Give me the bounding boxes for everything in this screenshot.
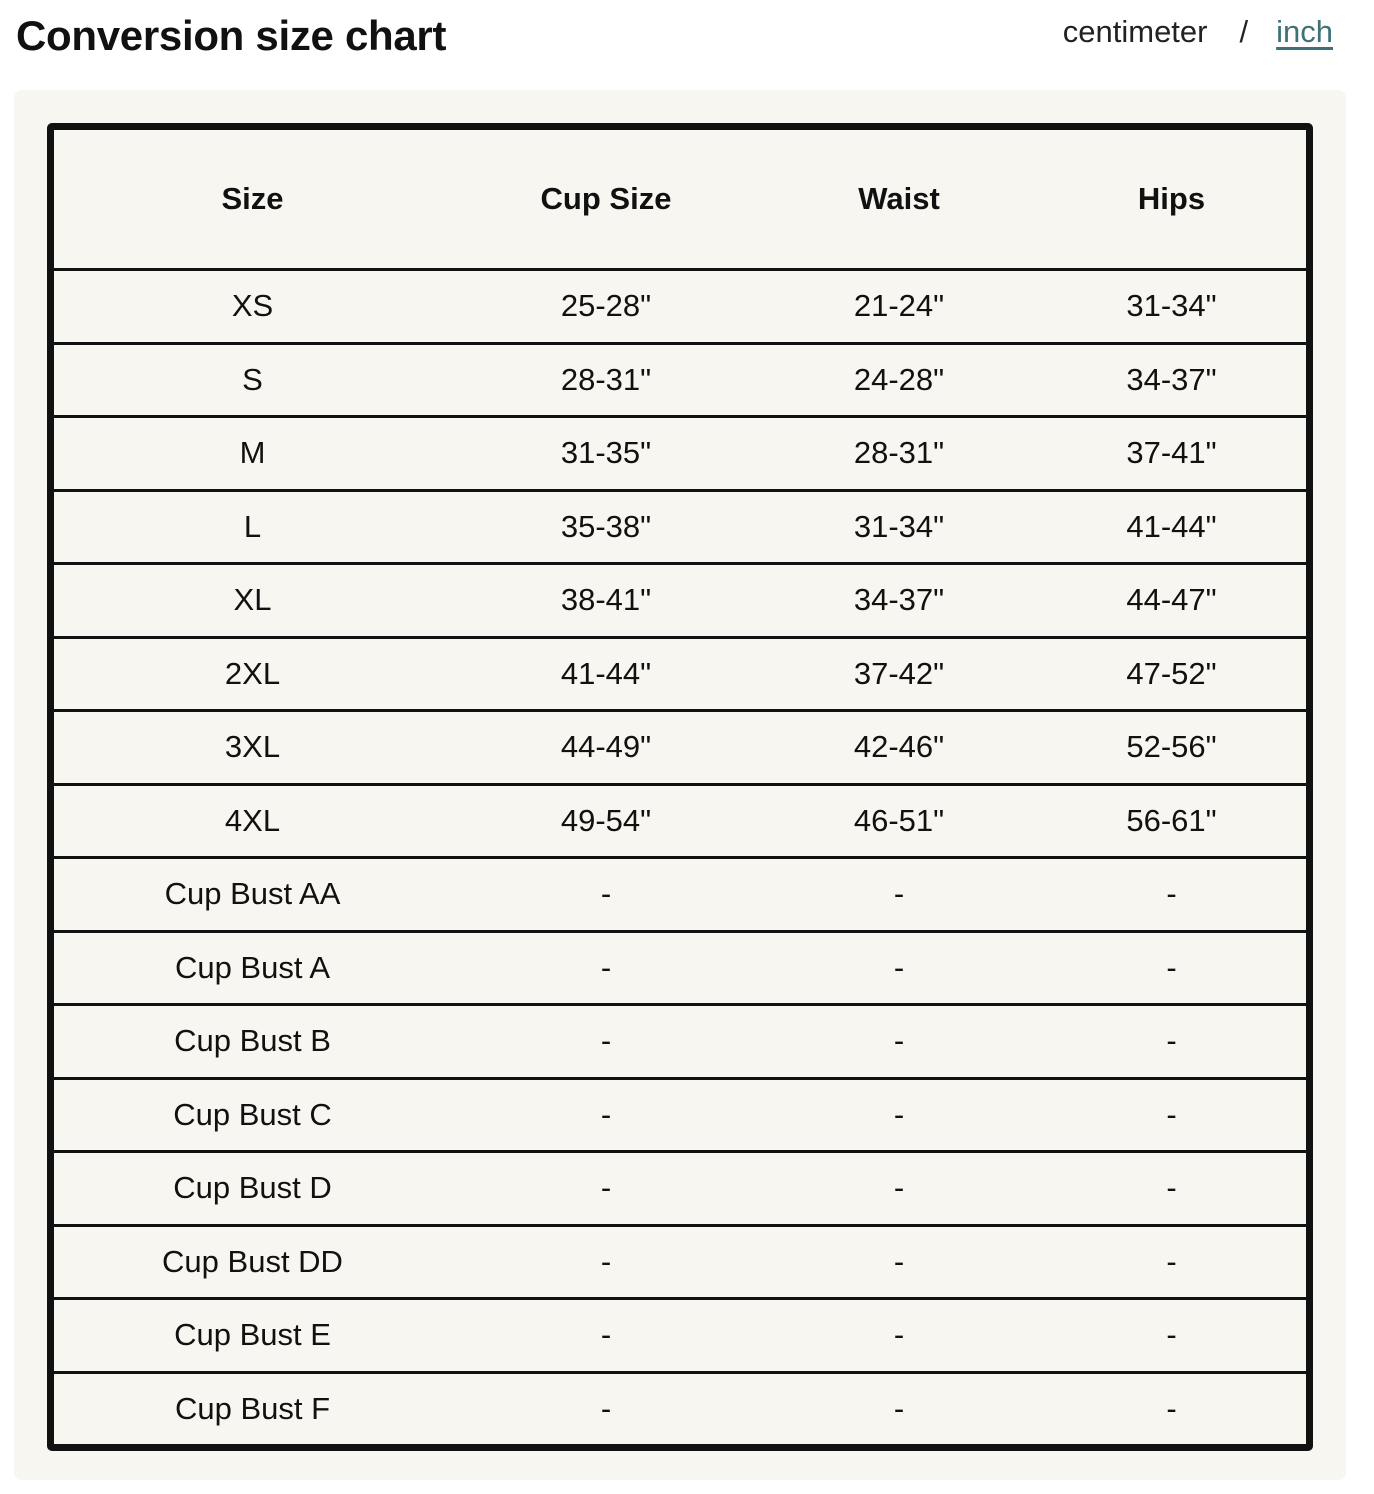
cell-cup-size: 41-44"	[451, 639, 761, 713]
size-chart-table	[47, 123, 1313, 1451]
page-title: Conversion size chart	[16, 12, 447, 59]
table-row	[54, 1374, 1306, 1445]
cell-cup-size: 49-54"	[451, 786, 761, 860]
cell-hips: 52-56"	[1037, 712, 1306, 786]
unit-centimeter-option[interactable]: centimeter	[1062, 14, 1208, 49]
cell-cup-size: -	[451, 1227, 761, 1301]
cell-size: 3XL	[54, 712, 451, 786]
cell-waist: 31-34"	[761, 492, 1037, 566]
cell-hips: -	[1037, 1153, 1306, 1227]
cell-cup-size: -	[451, 933, 761, 1007]
cell-waist: -	[761, 1006, 1037, 1080]
cell-hips: -	[1166, 1390, 1177, 1426]
header-waist: Waist	[761, 130, 1037, 271]
cell-hips: 44-47"	[1037, 565, 1306, 639]
cell-waist: -	[761, 1080, 1037, 1154]
cell-waist: 21-24"	[761, 271, 1037, 345]
table-row	[54, 271, 1306, 345]
table-row	[54, 1080, 1306, 1154]
table-row	[54, 859, 1306, 933]
cell-hips: 34-37"	[1037, 345, 1306, 419]
cell-waist: -	[761, 1227, 1037, 1301]
cell-hips: 47-52"	[1037, 639, 1306, 713]
cell-cup-size: -	[451, 859, 761, 933]
table-row	[54, 786, 1306, 860]
unit-inch-option[interactable]: inch	[1276, 14, 1333, 49]
unit-separator: /	[1239, 14, 1249, 49]
cell-size: Cup Bust AA	[54, 859, 451, 933]
cell-size: 4XL	[54, 786, 451, 860]
cell-hips: 56-61"	[1037, 786, 1306, 860]
cell-cup-size: 25-28"	[451, 271, 761, 345]
table-row	[54, 1300, 1306, 1374]
cell-cup-size: 35-38"	[451, 492, 761, 566]
unit-toggle	[1063, 10, 1333, 54]
cell-hips: -	[1037, 1227, 1306, 1301]
cell-waist: 28-31"	[761, 418, 1037, 492]
table-row	[54, 492, 1306, 566]
table-row	[54, 933, 1306, 1007]
cell-size: Cup Bust C	[54, 1080, 451, 1154]
cell-size: S	[54, 345, 451, 419]
cell-waist: 34-37"	[761, 565, 1037, 639]
table-row	[54, 345, 1306, 419]
header-hips: Hips	[1037, 130, 1306, 271]
cell-waist: 46-51"	[761, 786, 1037, 860]
table-row	[54, 639, 1306, 713]
cell-waist: -	[893, 1390, 905, 1426]
cell-size: Cup Bust B	[54, 1006, 451, 1080]
cell-hips: 41-44"	[1037, 492, 1306, 566]
cell-cup-size: 31-35"	[451, 418, 761, 492]
cell-hips: -	[1037, 859, 1306, 933]
header-cup-size: Cup Size	[451, 130, 761, 271]
cell-hips: -	[1037, 1080, 1306, 1154]
cell-cup-size: -	[451, 1300, 761, 1374]
table-row	[54, 1153, 1306, 1227]
cell-hips: 37-41"	[1037, 418, 1306, 492]
cell-hips: 31-34"	[1037, 271, 1306, 345]
cell-size: Cup Bust E	[54, 1300, 451, 1374]
table-row	[54, 565, 1306, 639]
cell-waist: -	[761, 933, 1037, 1007]
cell-cup-size: 38-41"	[451, 565, 761, 639]
cell-size: 2XL	[54, 639, 451, 713]
cell-cup-size: 28-31"	[451, 345, 761, 419]
cell-size: XS	[54, 271, 451, 345]
cell-waist: -	[761, 1153, 1037, 1227]
table-row	[54, 712, 1306, 786]
table-row	[54, 1006, 1306, 1080]
cell-cup-size: -	[451, 1080, 761, 1154]
cell-cup-size: -	[451, 1153, 761, 1227]
cell-cup-size: -	[451, 1006, 761, 1080]
cell-cup-size: -	[600, 1390, 612, 1426]
header-size: Size	[54, 130, 451, 271]
table-row	[54, 1227, 1306, 1301]
cell-waist: -	[761, 859, 1037, 933]
cell-waist: -	[761, 1300, 1037, 1374]
cell-size: Cup Bust D	[54, 1153, 451, 1227]
cell-size: Cup Bust DD	[54, 1227, 451, 1301]
cell-waist: 42-46"	[761, 712, 1037, 786]
cell-hips: -	[1037, 1300, 1306, 1374]
cell-size: L	[54, 492, 451, 566]
table-row	[54, 418, 1306, 492]
cell-waist: 37-42"	[761, 639, 1037, 713]
cell-hips: -	[1037, 1006, 1306, 1080]
cell-size: M	[54, 418, 451, 492]
cell-waist: 24-28"	[761, 345, 1037, 419]
cell-size: Cup Bust A	[54, 933, 451, 1007]
table-header-row	[54, 130, 1306, 271]
cell-cup-size: 44-49"	[451, 712, 761, 786]
cell-hips: -	[1037, 933, 1306, 1007]
cell-size: Cup Bust F	[174, 1390, 331, 1426]
cell-size: XL	[54, 565, 451, 639]
